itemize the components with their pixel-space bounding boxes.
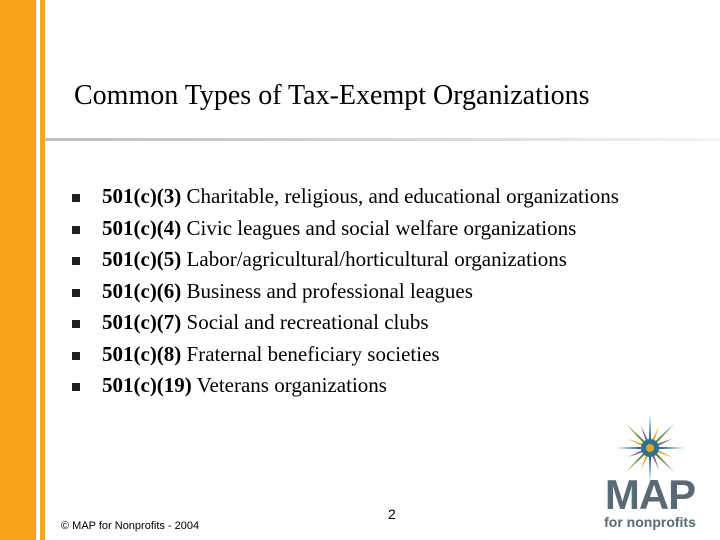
logo-ray: [626, 454, 644, 472]
logo-ray: [658, 450, 672, 457]
map-logo: [588, 408, 712, 532]
bullet-icon: [72, 352, 80, 360]
bullet-icon: [72, 194, 80, 202]
slide-title: Common Types of Tax-Exempt Organizations: [74, 80, 590, 111]
item-text: Veterans organizations: [191, 373, 387, 397]
logo-ray: [652, 456, 659, 470]
bullet-icon: [72, 226, 80, 234]
list-item: [70, 307, 690, 339]
item-text: Social and recreational clubs: [181, 310, 429, 334]
bullet-icon: [72, 289, 80, 297]
list-item: [70, 213, 690, 245]
logo-ray: [616, 447, 641, 449]
item-code: 501(c)(3): [102, 184, 182, 208]
item-text: Labor/agricultural/horticultural organizations: [181, 247, 567, 271]
bullet-list: [70, 181, 690, 402]
title-divider: [45, 138, 720, 141]
bullet-icon: [72, 257, 80, 265]
logo-ray: [659, 447, 684, 449]
item-text: Charitable, religious, and educational organizations: [181, 184, 619, 208]
logo-wordmark: MAP: [604, 471, 696, 518]
logo-ray: [649, 414, 651, 439]
bullet-icon: [72, 320, 80, 328]
item-text: Fraternal beneficiary societies: [181, 341, 440, 366]
list-item: [70, 339, 690, 371]
left-accent-band: [0, 0, 36, 540]
list-item: [70, 244, 690, 276]
logo-center-core: [646, 444, 654, 452]
list-item: [70, 181, 690, 213]
item-code: 501(c)(19): [102, 373, 192, 397]
item-code: 501(c)(8): [102, 341, 182, 366]
logo-ray: [628, 439, 642, 446]
item-code: 501(c)(6): [102, 278, 182, 303]
starburst-logo-icon: [588, 408, 712, 532]
page-number: 2: [388, 506, 396, 522]
logo-ray: [656, 454, 674, 472]
logo-ray: [652, 426, 659, 440]
item-text: Civic leagues and social welfare organizations: [181, 215, 577, 240]
copyright-footer: © MAP for Nonprofits - 2004: [61, 520, 200, 532]
logo-ray: [641, 426, 648, 440]
item-text: Business and professional leagues: [181, 278, 473, 303]
list-item: [70, 276, 690, 308]
logo-ray: [656, 424, 674, 442]
item-code: 501(c)(5): [102, 247, 182, 271]
list-item: [70, 370, 690, 402]
logo-tagline: for nonprofits: [604, 514, 696, 530]
item-code: 501(c)(4): [102, 215, 182, 240]
logo-ray: [626, 424, 644, 442]
bullet-icon: [72, 383, 80, 391]
left-accent-stripe: [40, 0, 45, 540]
logo-ray: [628, 450, 642, 457]
logo-ray: [658, 439, 672, 446]
item-code: 501(c)(7): [102, 310, 182, 334]
logo-ray: [641, 456, 648, 470]
